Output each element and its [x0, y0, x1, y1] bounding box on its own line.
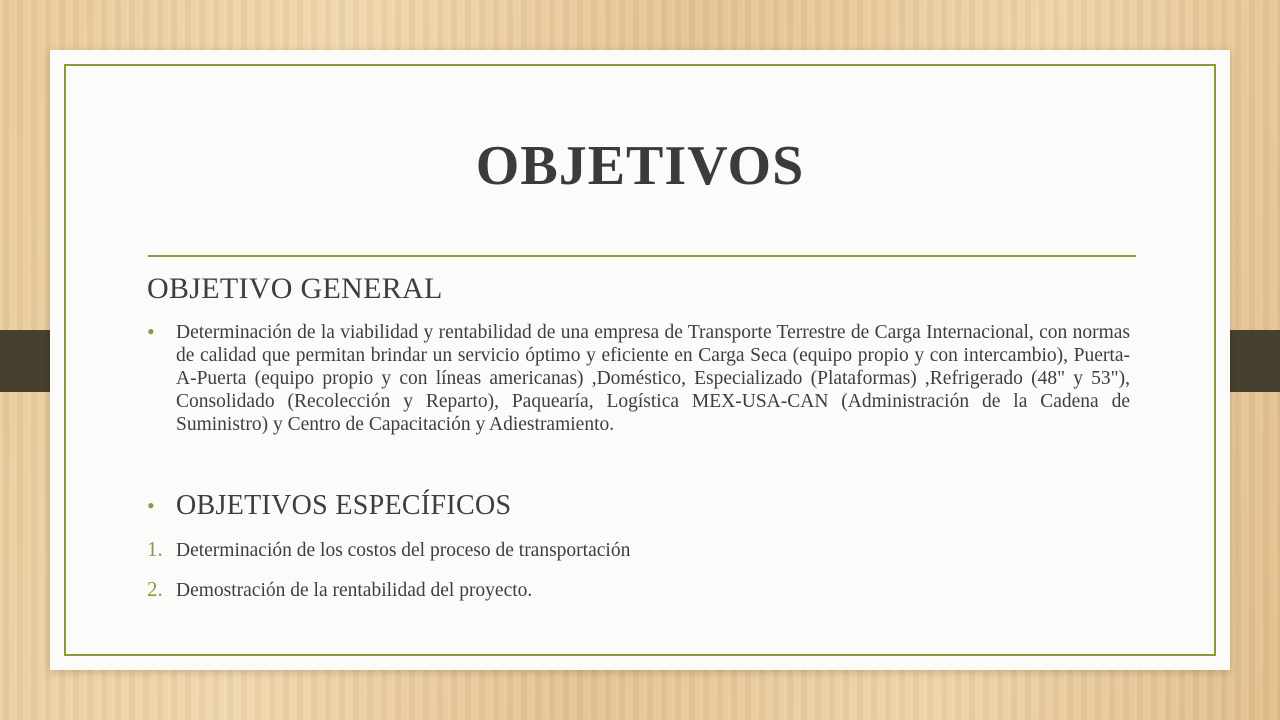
specific-objectives-heading: OBJETIVOS ESPECÍFICOS [176, 490, 512, 521]
specific-objective-item-2 [147, 577, 532, 602]
bullet-icon: • [147, 493, 155, 518]
general-objective-text: Determinación de la viabilidad y rentabilidad de una empresa de Transporte Terrestre de Carga Internacional, con normas de calidad que permitan brindar un servicio óptimo y eficiente en Carga Seca (equipo propio y con intercambio), Puerta-A-Puerta (equipo propio y con líneas americanas) ,Doméstico, Especializado (Plataformas) ,Refrigerado (48" y 53"), Consolidado (Recolección y Reparto), Paquearía, Logística MEX-USA-CAN (Administración de la Cadena de Suministro) y Centro de Capacitación y Adiestramiento. [176, 322, 1130, 435]
general-objective-heading: OBJETIVO GENERAL [147, 272, 443, 305]
slide-card [50, 50, 1230, 670]
item-number: 2. [147, 577, 163, 601]
item-text: Determinación de los costos del proceso de transportación [176, 540, 631, 561]
bullet-icon: • [147, 319, 155, 344]
slide-title: OBJETIVOS [475, 135, 805, 197]
specific-objective-item-1 [147, 537, 630, 562]
item-text: Demostración de la rentabilidad del proyecto. [176, 580, 533, 601]
title-divider [148, 255, 1136, 257]
item-number: 1. [147, 537, 163, 561]
